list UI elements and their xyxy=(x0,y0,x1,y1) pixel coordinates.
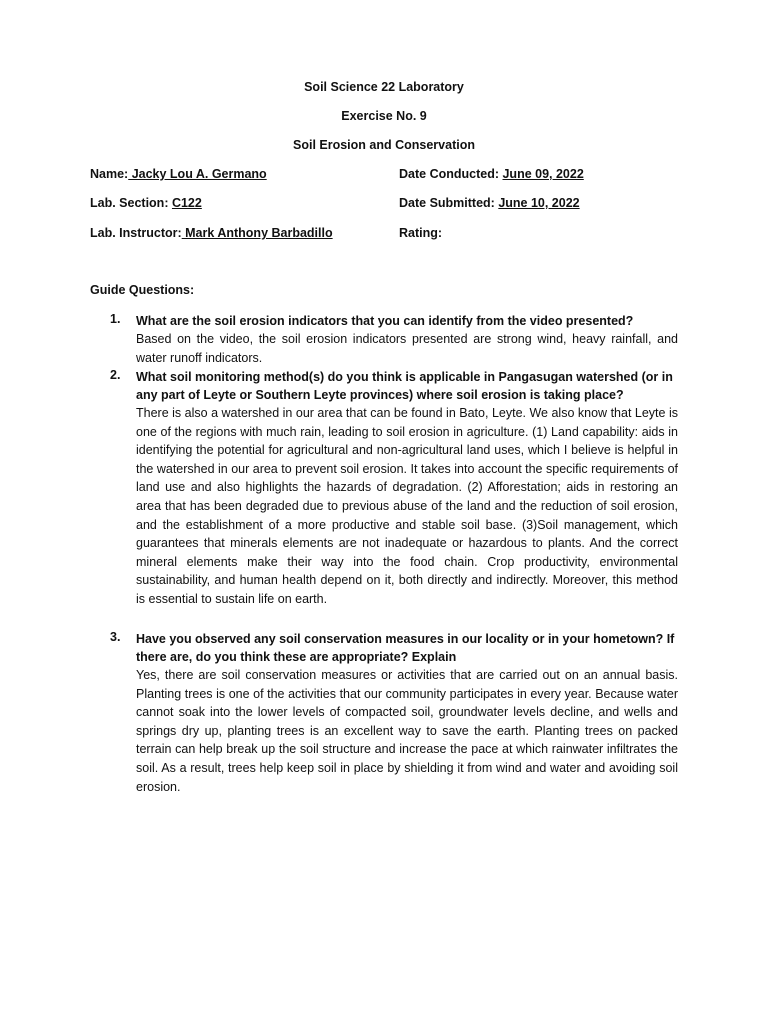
exercise-topic: Soil Erosion and Conservation xyxy=(293,138,475,152)
date-conducted xyxy=(399,167,584,181)
question-item xyxy=(110,312,678,367)
info-row-instructor xyxy=(90,226,690,240)
name-label: Name: xyxy=(90,167,129,181)
lab-section-label: Lab. Section: xyxy=(90,196,172,210)
date-conducted-label: Date Conducted: xyxy=(399,167,503,181)
question-text: What are the soil erosion indicators that you can identify from the video presented? xyxy=(136,314,634,328)
question-text: What soil monitoring method(s) do you think is applicable in Pangasugan watershed (or in any part of Leyte or Southern Leyte provinces) where soil erosion is taking place? xyxy=(136,370,673,402)
date-conducted-value: June 09, 2022 xyxy=(502,167,584,181)
question-text: Have you observed any soil conservation measures in our locality or in your hometown? If there are, do you think these are appropriate? Explain xyxy=(136,632,675,664)
date-submitted-value: June 10, 2022 xyxy=(498,196,580,210)
lab-section-value: C122 xyxy=(171,196,202,210)
question-number: 3. xyxy=(110,630,121,644)
answer-text: There is also a watershed in our area that can be found in Bato, Leyte. We also know that Leyte is one of the regions with much rain, leading to soil erosion in agriculture. (1) Land capability: aids in identifying the potential for agricultural and non-agricultural land uses, which I believe is helpful in the watershed in our area to prevent soil erosion. It takes into account the specific requirements of land use and also highlights the hazards of degradation. (2) Afforestation; aids in restoring an area that has been degraded due to previous abuse of the land and the reduction of soil erosion, and the establishment of a more productive and stable soil base. (3)Soil management, which guarantees that minerals elements are not inadequate or hazardous to plants. And the correct mineral elements make their way into the food chain. Crop productivity, environmental sustainability, and human health depend on it, both directly and indirectly. Moreover, this method is essential to sustain life on earth. xyxy=(136,406,678,606)
info-row-name xyxy=(90,167,690,181)
question-item xyxy=(110,630,678,796)
rating-label: Rating: xyxy=(399,226,443,240)
rating xyxy=(399,226,442,240)
name-value: Jacky Lou A. Germano xyxy=(128,167,267,181)
answer-text: Based on the video, the soil erosion indicators presented are strong wind, heavy rainfall, and water runoff indicators. xyxy=(136,332,678,365)
question-number: 1. xyxy=(110,312,121,326)
guide-questions-heading: Guide Questions: xyxy=(90,283,195,297)
instructor-value: Mark Anthony Barbadillo xyxy=(181,226,333,240)
instructor-label: Lab. Instructor: xyxy=(90,226,182,240)
info-row-section xyxy=(90,196,690,210)
date-submitted-label: Date Submitted: xyxy=(399,196,499,210)
question-item xyxy=(110,368,678,609)
question-number: 2. xyxy=(110,368,121,382)
exercise-number: Exercise No. 9 xyxy=(341,109,427,123)
course-title: Soil Science 22 Laboratory xyxy=(304,80,464,94)
answer-text: Yes, there are soil conservation measures or activities that are carried out on an annual basis. Planting trees is one of the activities that our community participates in every year. Because water cannot soak into the lower levels of compacted soil, groundwater levels decline, and wells and springs dry up, planting trees is an excellent way to save the earth. Planting trees on packed terrain can help break up the soil structure and increase the pace at which rainwater infiltrates the soil. As a result, trees help keep soil in place by shielding it from wind and water and avoiding soil erosion. xyxy=(136,668,678,794)
date-submitted xyxy=(399,196,580,210)
